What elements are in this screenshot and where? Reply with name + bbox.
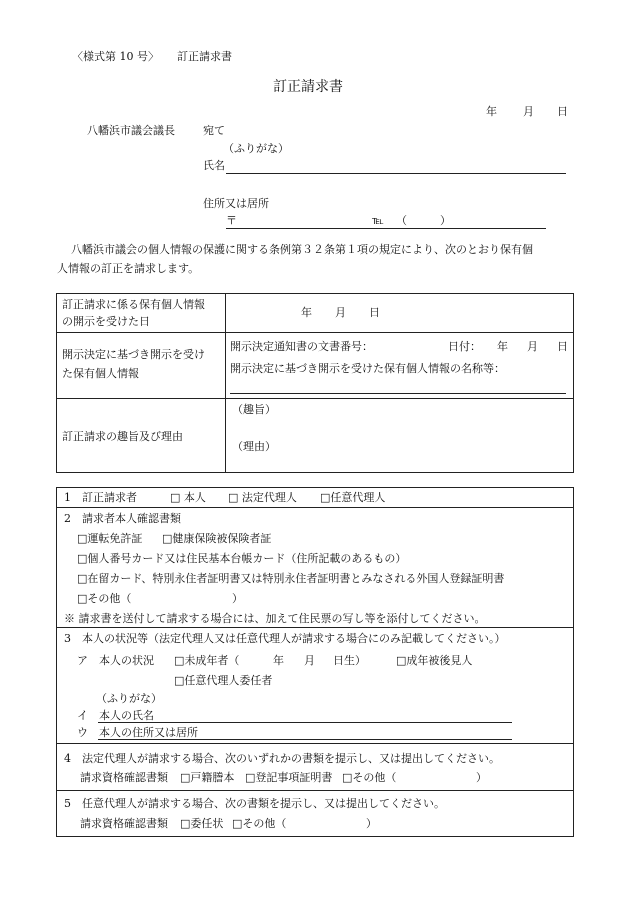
checkbox-s4-other[interactable]: □その他（	[342, 771, 397, 784]
minor-birth-year: 年	[273, 654, 284, 667]
postal-mark: 〒	[226, 214, 237, 227]
table2-divider-3	[56, 743, 574, 744]
table2-divider-1	[56, 507, 574, 508]
checkbox-health-insurance[interactable]: □健康保険被保険者証	[162, 532, 272, 545]
row2-date-label: 日付：	[448, 340, 481, 353]
checkbox-registry-certificate[interactable]: □登記事項証明書	[245, 771, 333, 784]
s3-status-label: ア 本人の状況	[77, 654, 154, 667]
checkbox-s5-other[interactable]: □その他（	[232, 817, 287, 830]
row2-info-name-label: 開示決定に基づき開示を受けた保有個人情報の名称等：	[230, 362, 505, 375]
date-year-label: 年	[486, 105, 497, 118]
furigana-label: （ふりがな）	[223, 142, 289, 155]
name-field[interactable]	[226, 173, 566, 174]
table1-row-divider-2	[56, 398, 574, 399]
minor-birth-day: 日生）	[333, 654, 366, 667]
addressee: 八幡浜市議会議長	[87, 124, 175, 137]
person-name-field[interactable]	[98, 722, 512, 723]
checkbox-family-register[interactable]: □戸籍謄本	[180, 771, 235, 784]
date-month-label: 月	[523, 105, 534, 118]
checkbox-voluntary-agent[interactable]: □任意代理人	[320, 491, 386, 504]
checkbox-drivers-license[interactable]: □運転免許証	[77, 532, 143, 545]
table2-divider-2	[56, 627, 574, 628]
row3-purpose-label: （趣旨）	[232, 403, 276, 416]
row2-label-line2: た保有個人情報	[62, 367, 139, 380]
row1-day: 日	[369, 306, 380, 319]
s1-label: 1 訂正請求者	[64, 491, 137, 504]
address-label: 住所又は居所	[203, 197, 269, 210]
checkbox-my-number-card[interactable]: □個人番号カード又は住民基本台帳カード（住所記載のあるもの）	[77, 552, 407, 565]
s4-docs-label: 請求資格確認書類	[80, 771, 168, 784]
tel-mark: ℡	[372, 214, 384, 227]
checkbox-minor[interactable]: □未成年者（	[174, 654, 240, 667]
table1-divider	[225, 293, 226, 473]
form-number: 〈様式第 10 号〉	[72, 50, 159, 63]
checkbox-residence-card[interactable]: □在留カード、特別永住者証明書又は特別永住者証明書とみなされる外国人登録証明書	[77, 572, 505, 585]
s2-title: 2 請求者本人確認書類	[64, 512, 181, 525]
row1-month: 月	[335, 306, 346, 319]
s3-furigana-label: （ふりがな）	[96, 692, 162, 705]
row2-day: 日	[557, 340, 568, 353]
intro-line-1: 八幡浜市議会の個人情報の保護に関する条例第３２条第１項の規定により、次のとおり保有個	[71, 243, 533, 256]
s2-other-close-paren: ）	[232, 592, 243, 605]
checkbox-legal-agent[interactable]: □ 法定代理人	[228, 491, 297, 504]
checkbox-power-of-attorney[interactable]: □委任状	[180, 817, 224, 830]
s5-other-close-paren: ）	[366, 817, 377, 830]
checkbox-other-id[interactable]: □その他（	[77, 592, 132, 605]
row1-label-line1: 訂正請求に係る保有個人情報	[62, 298, 205, 311]
s2-note: ※ 請求書を送付して請求する場合には、加えて住民票の写し等を添付してください。	[64, 612, 486, 625]
s3-title: 3 本人の状況等（法定代理人又は任意代理人が請求する場合にのみ記載してください。）	[64, 632, 506, 645]
row2-info-name-field[interactable]	[230, 393, 566, 394]
row2-year: 年	[497, 340, 508, 353]
tel-open-paren: （	[396, 214, 407, 227]
row2-doc-number-label: 開示決定通知書の文書番号：	[230, 340, 373, 353]
checkbox-self[interactable]: □ 本人	[170, 491, 206, 504]
intro-line-2: 人情報の訂正を請求します。	[57, 262, 200, 275]
row2-label-line1: 開示決定に基づき開示を受け	[62, 348, 205, 361]
minor-birth-month: 月	[304, 654, 315, 667]
person-address-field[interactable]	[98, 739, 512, 740]
table2-divider-4	[56, 790, 574, 791]
checkbox-adult-ward[interactable]: □成年被後見人	[396, 654, 473, 667]
s5-title: 5 任意代理人が請求する場合、次の書類を提示し、又は提出してください。	[64, 797, 445, 810]
s4-other-close-paren: ）	[476, 771, 487, 784]
page-title: 訂正請求書	[273, 79, 343, 95]
tel-close-paren: ）	[440, 214, 451, 227]
addressee-suffix: 宛て	[203, 124, 225, 137]
s4-title: 4 法定代理人が請求する場合、次のいずれかの書類を提示し、又は提出してください。	[64, 752, 500, 765]
row1-year: 年	[301, 306, 312, 319]
name-label: 氏名	[203, 159, 225, 172]
s5-docs-label: 請求資格確認書類	[80, 817, 168, 830]
date-day-label: 日	[557, 105, 568, 118]
row3-label: 訂正請求の趣旨及び理由	[62, 430, 183, 443]
address-field[interactable]	[226, 228, 546, 229]
row1-label-line2: の開示を受けた日	[62, 315, 150, 328]
s3-person-name-label: イ 本人の氏名	[77, 709, 154, 722]
s3-person-address-label: ウ 本人の住所又は居所	[77, 726, 198, 739]
form-name: 訂正請求書	[177, 50, 232, 63]
table1-row-divider-1	[56, 332, 574, 333]
row3-reason-label: （理由）	[232, 440, 276, 453]
checkbox-delegator[interactable]: □任意代理人委任者	[174, 674, 273, 687]
row2-month: 月	[527, 340, 538, 353]
